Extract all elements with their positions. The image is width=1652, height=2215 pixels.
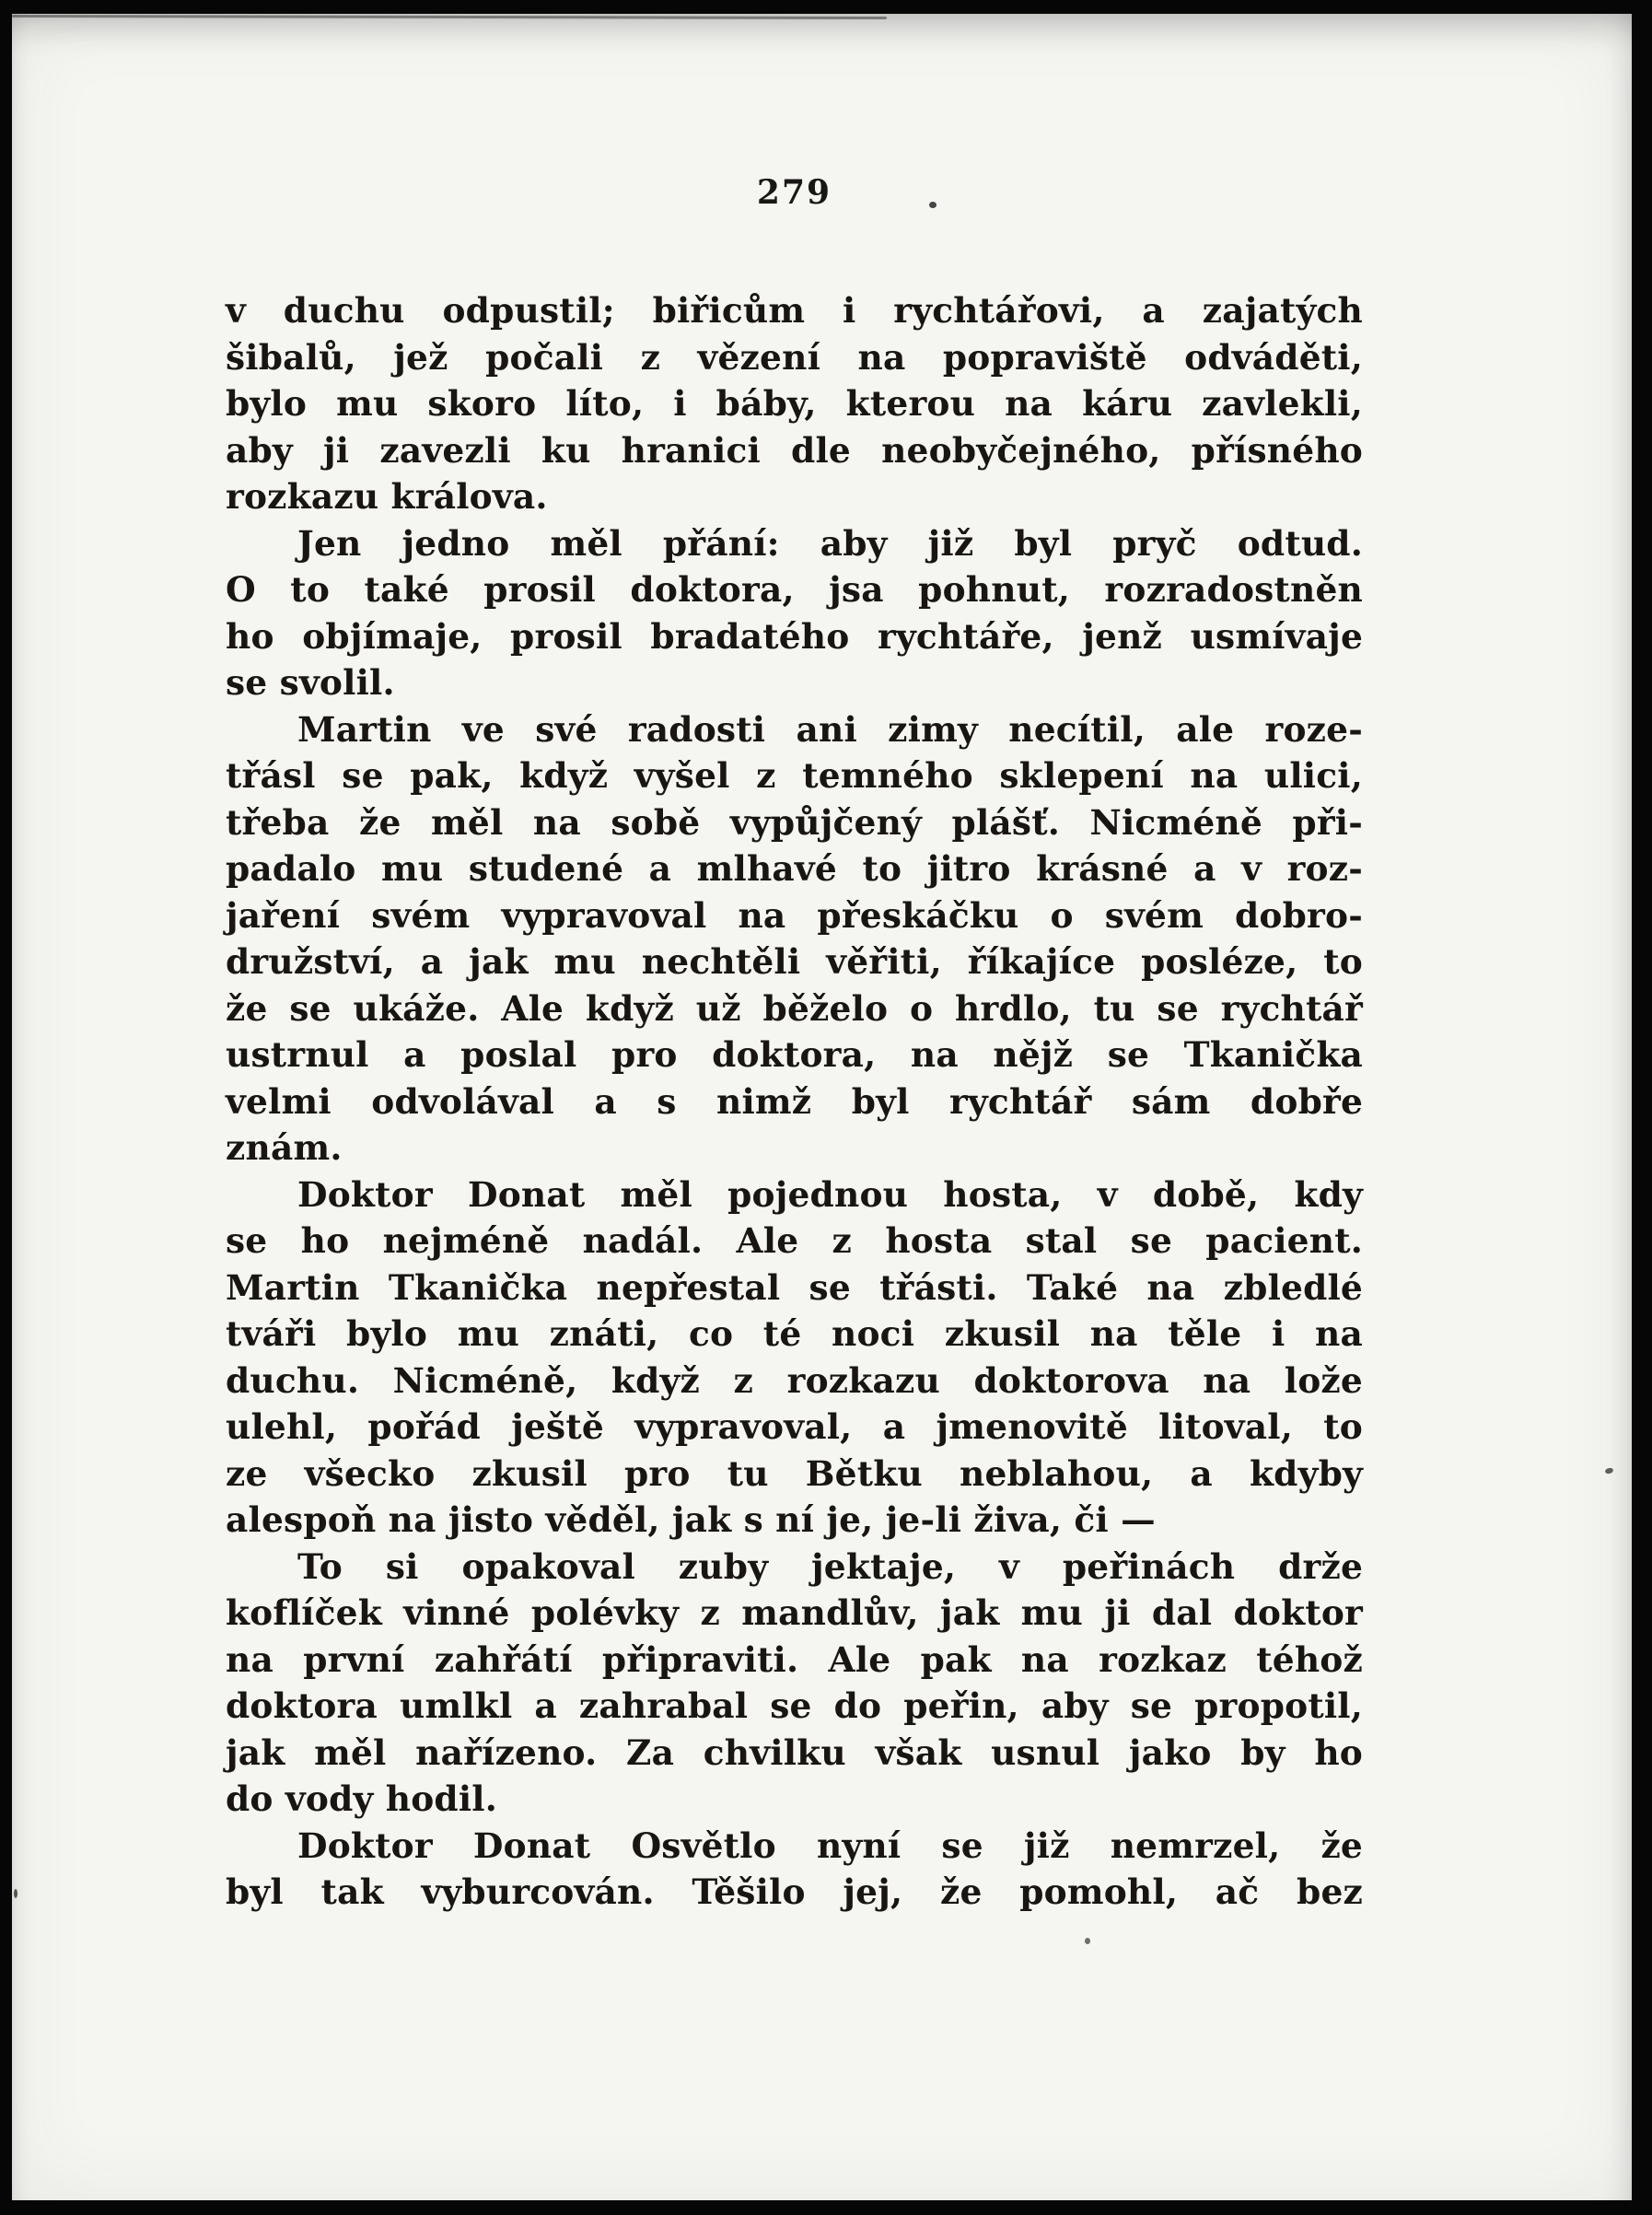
text-line: třeba že měl na sobě vypůjčený plášť. Nicméně při- — [226, 801, 1363, 843]
text-line: Jen jedno měl přání: aby již byl pryč odtud. — [297, 522, 1363, 564]
text-line: tváři bylo mu znáti, co té noci zkusil na těle i na — [226, 1313, 1363, 1354]
ink-speck — [929, 202, 937, 208]
text-line: To si opakoval zuby jektaje, v peřinách drže — [297, 1545, 1363, 1587]
text-line: ulehl, pořád ještě vypravoval, a jmenovitě litoval, to — [226, 1406, 1363, 1447]
ink-speck — [1085, 1938, 1090, 1944]
text-line: Doktor Donat Osvětlo nyní se již nemrzel, že — [297, 1824, 1363, 1866]
text-line: družství, a jak mu nechtěli věřiti, říkajíce posléze, to — [226, 941, 1363, 982]
text-line: ustrnul a poslal pro doktora, na nějž se Tkanička — [226, 1034, 1363, 1075]
text-line: se ho nejméně nadál. Ale z hosta stal se pacient. — [226, 1220, 1363, 1261]
text-line: na první zahřátí připraviti. Ale pak na rozkaz téhož — [226, 1638, 1363, 1680]
text-line: Martin ve své radosti ani zimy necítil, ale roze- — [297, 708, 1363, 750]
text-line: se svolil. — [226, 662, 395, 703]
text-line: byl tak vyburcován. Těšilo jej, že pomohl, ač bez — [226, 1871, 1363, 1912]
text-line: rozkazu králova. — [226, 476, 548, 517]
paragraph — [226, 1172, 1363, 1544]
ink-speck — [1604, 1467, 1613, 1475]
text-line: v duchu odpustil; biřicům i rychtářovi, a zajatých — [226, 290, 1363, 331]
text-line: bylo mu skoro líto, i báby, kterou na káru zavlekli, — [226, 383, 1363, 424]
paragraph — [226, 287, 1363, 520]
text-line: alespoň na jisto věděl, jak s ní je, je-li živa, či — — [226, 1499, 1156, 1540]
text-line: O to také prosil doktora, jsa pohnut, rozradostněn — [226, 569, 1363, 610]
text-line: šibalů, jež počali z vězení na popraviště odváděti, — [226, 336, 1363, 378]
text-line: koflíček vinné polévky z mandlův, jak mu ji dal doktor — [226, 1592, 1363, 1633]
text-line: doktora umlkl a zahrabal se do peřin, aby se propotil, — [226, 1685, 1363, 1726]
text-line: aby ji zavezli ku hranici dle neobyčejného, přísného — [226, 429, 1363, 471]
paragraph — [226, 520, 1363, 706]
text-block — [226, 287, 1363, 1916]
paragraph — [226, 1823, 1363, 1916]
text-column — [226, 172, 1363, 1916]
text-line: Martin Tkanička nepřestal se třásti. Také na zbledlé — [226, 1266, 1363, 1308]
paragraph — [226, 706, 1363, 1172]
text-line: padalo mu studené a mlhavé to jitro krásné a v roz- — [226, 848, 1363, 889]
text-line: do vody hodil. — [226, 1778, 497, 1819]
text-line: Doktor Donat měl pojednou hosta, v době, kdy — [297, 1173, 1363, 1215]
text-line: ho objímaje, prosil bradatého rychtáře, jenž usmívaje — [226, 615, 1363, 657]
page-number: 279 — [756, 173, 832, 212]
page-surface — [12, 14, 1632, 2200]
text-line: třásl se pak, když vyšel z temného sklepení na ulici, — [226, 755, 1363, 796]
paragraph — [226, 1544, 1363, 1823]
text-line: že se ukáže. Ale když už běželo o hrdlo, tu se rychtář — [226, 987, 1363, 1029]
ink-speck — [14, 1889, 17, 1898]
text-line: jak měl nařízeno. Za chvilku však usnul jako by ho — [226, 1731, 1363, 1773]
text-line: duchu. Nicméně, když z rozkazu doktorova na lože — [226, 1359, 1363, 1401]
scan-artifact-line — [12, 15, 887, 19]
text-line: ze všecko zkusil pro tu Bětku neblahou, a kdyby — [226, 1452, 1363, 1494]
text-line: jaření svém vypravoval na přeskáčku o svém dobro- — [226, 894, 1363, 936]
text-line: znám. — [226, 1127, 343, 1168]
text-line: velmi odvolával a s nimž byl rychtář sám dobře — [226, 1080, 1363, 1122]
